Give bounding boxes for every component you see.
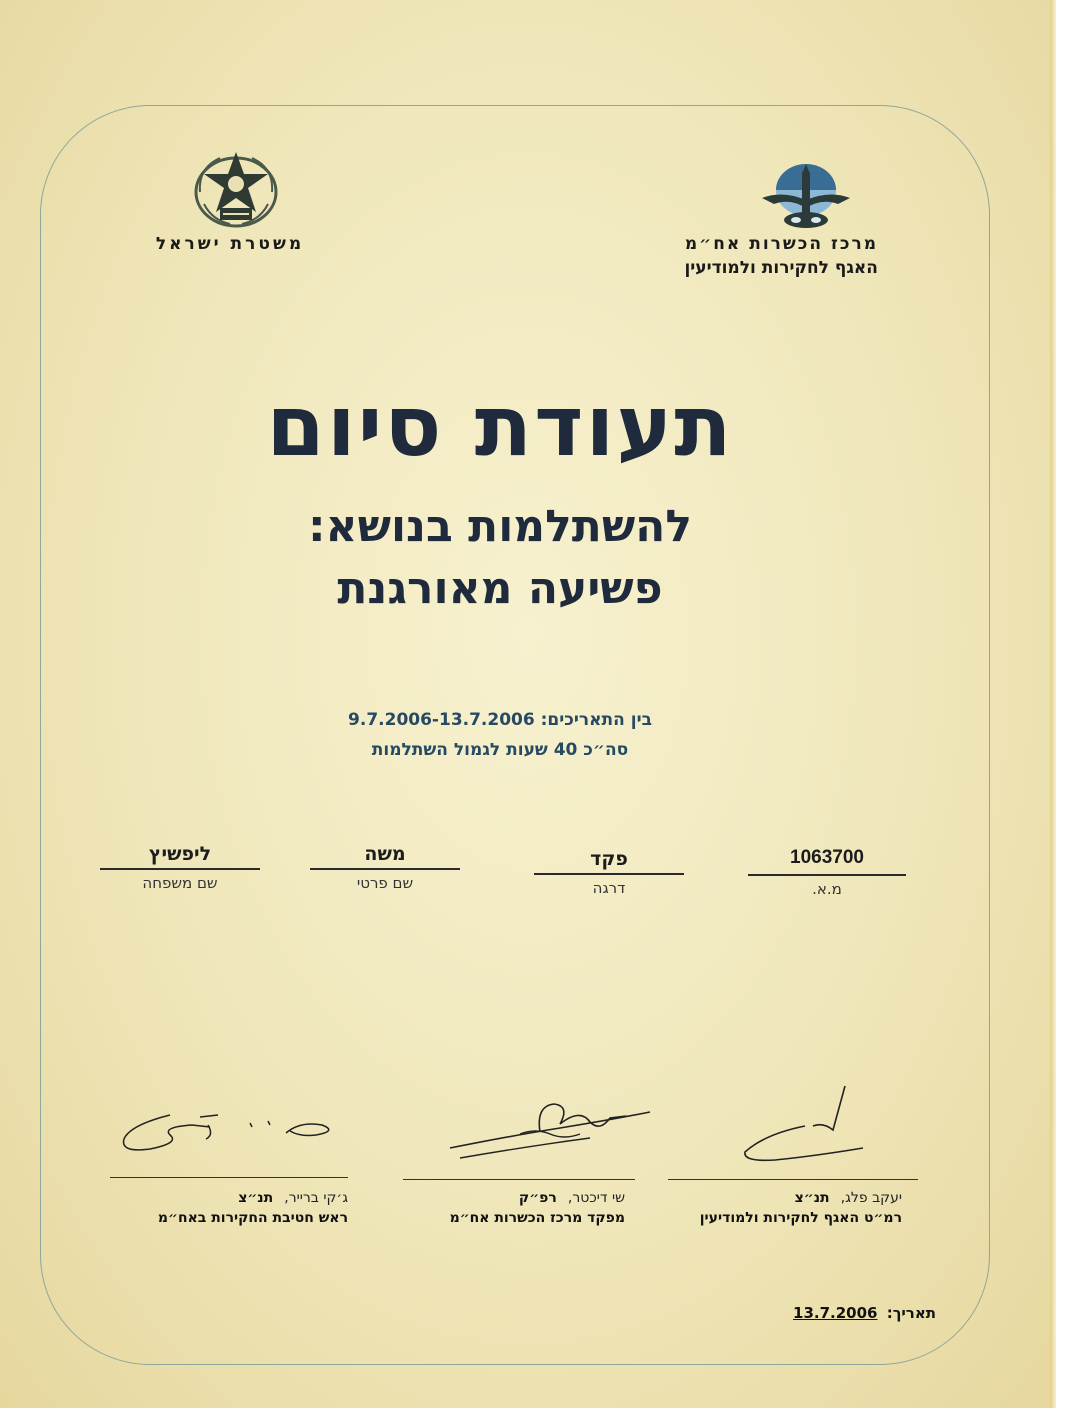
- signature-line-yaakov: [668, 1179, 918, 1180]
- signatory-name: שי דיכטר,: [567, 1190, 625, 1206]
- certificate-title: תעודת סיום: [266, 377, 734, 475]
- training-center-emblem-icon: [758, 160, 854, 236]
- certificate-date: [700, 1304, 936, 1322]
- last-name-label: שם משפחה: [142, 874, 218, 892]
- id-number-value: 1063700: [790, 847, 864, 868]
- signatory-rank: רפ״ק: [518, 1190, 557, 1206]
- id-number-line: [748, 874, 906, 876]
- signature-yaakov-icon: [735, 1082, 875, 1172]
- signature-shai-icon: [440, 1088, 660, 1168]
- course-topic: פשיעה מאורגנת: [337, 563, 663, 614]
- rank-label: דרגה: [592, 879, 626, 897]
- date-value: 13.7.2006: [793, 1304, 878, 1322]
- last-name-value: ליפשיץ: [148, 843, 212, 865]
- date-label: תאריך:: [886, 1304, 936, 1322]
- signatory-rank: תנ״צ: [238, 1190, 274, 1206]
- signatory-name: ג׳קי ברייר,: [284, 1190, 348, 1206]
- signatory-role: מפקד מרכז הכשרות אח״מ: [449, 1210, 625, 1226]
- first-name-label: שם פרטי: [356, 874, 414, 892]
- signatory-name: יעקב פלג,: [840, 1190, 902, 1206]
- rank-line: [534, 873, 684, 875]
- id-number-label: מ.א.: [812, 880, 842, 898]
- signatory-rank: תנ״צ: [794, 1190, 830, 1206]
- signature-line-shai: [403, 1179, 635, 1180]
- signatory-yaakov: [640, 1187, 902, 1206]
- paper-edge: [1050, 0, 1056, 1408]
- signatory-shai: [395, 1187, 625, 1206]
- course-dates: בין התאריכים: 9.7.2006-13.7.2006: [348, 710, 652, 730]
- police-name: משטרת ישראל: [155, 234, 305, 254]
- rank-value: פקד: [590, 848, 628, 870]
- last-name-line: [100, 868, 260, 870]
- police-emblem-icon: [190, 148, 282, 230]
- certificate-subtitle: להשתלמות בנושא:: [307, 501, 693, 552]
- signatory-jacky: [80, 1187, 348, 1206]
- signatory-role: רמ״ט האגף לחקירות ולמודיעין: [699, 1210, 902, 1226]
- signature-line-jacky: [110, 1177, 348, 1178]
- training-center-name: מרכז הכשרות אח״מ: [684, 234, 878, 254]
- signature-jacky-icon: [110, 1095, 350, 1165]
- signatory-role: ראש חטיבת החקירות באח״מ: [157, 1210, 348, 1226]
- course-hours: סה״כ 40 שעות לגמול השתלמות: [371, 740, 629, 760]
- certificate-frame: [40, 105, 990, 1365]
- division-name: האגף לחקירות ולמודיעין: [684, 258, 878, 278]
- first-name-value: משה: [364, 843, 406, 865]
- first-name-line: [310, 868, 460, 870]
